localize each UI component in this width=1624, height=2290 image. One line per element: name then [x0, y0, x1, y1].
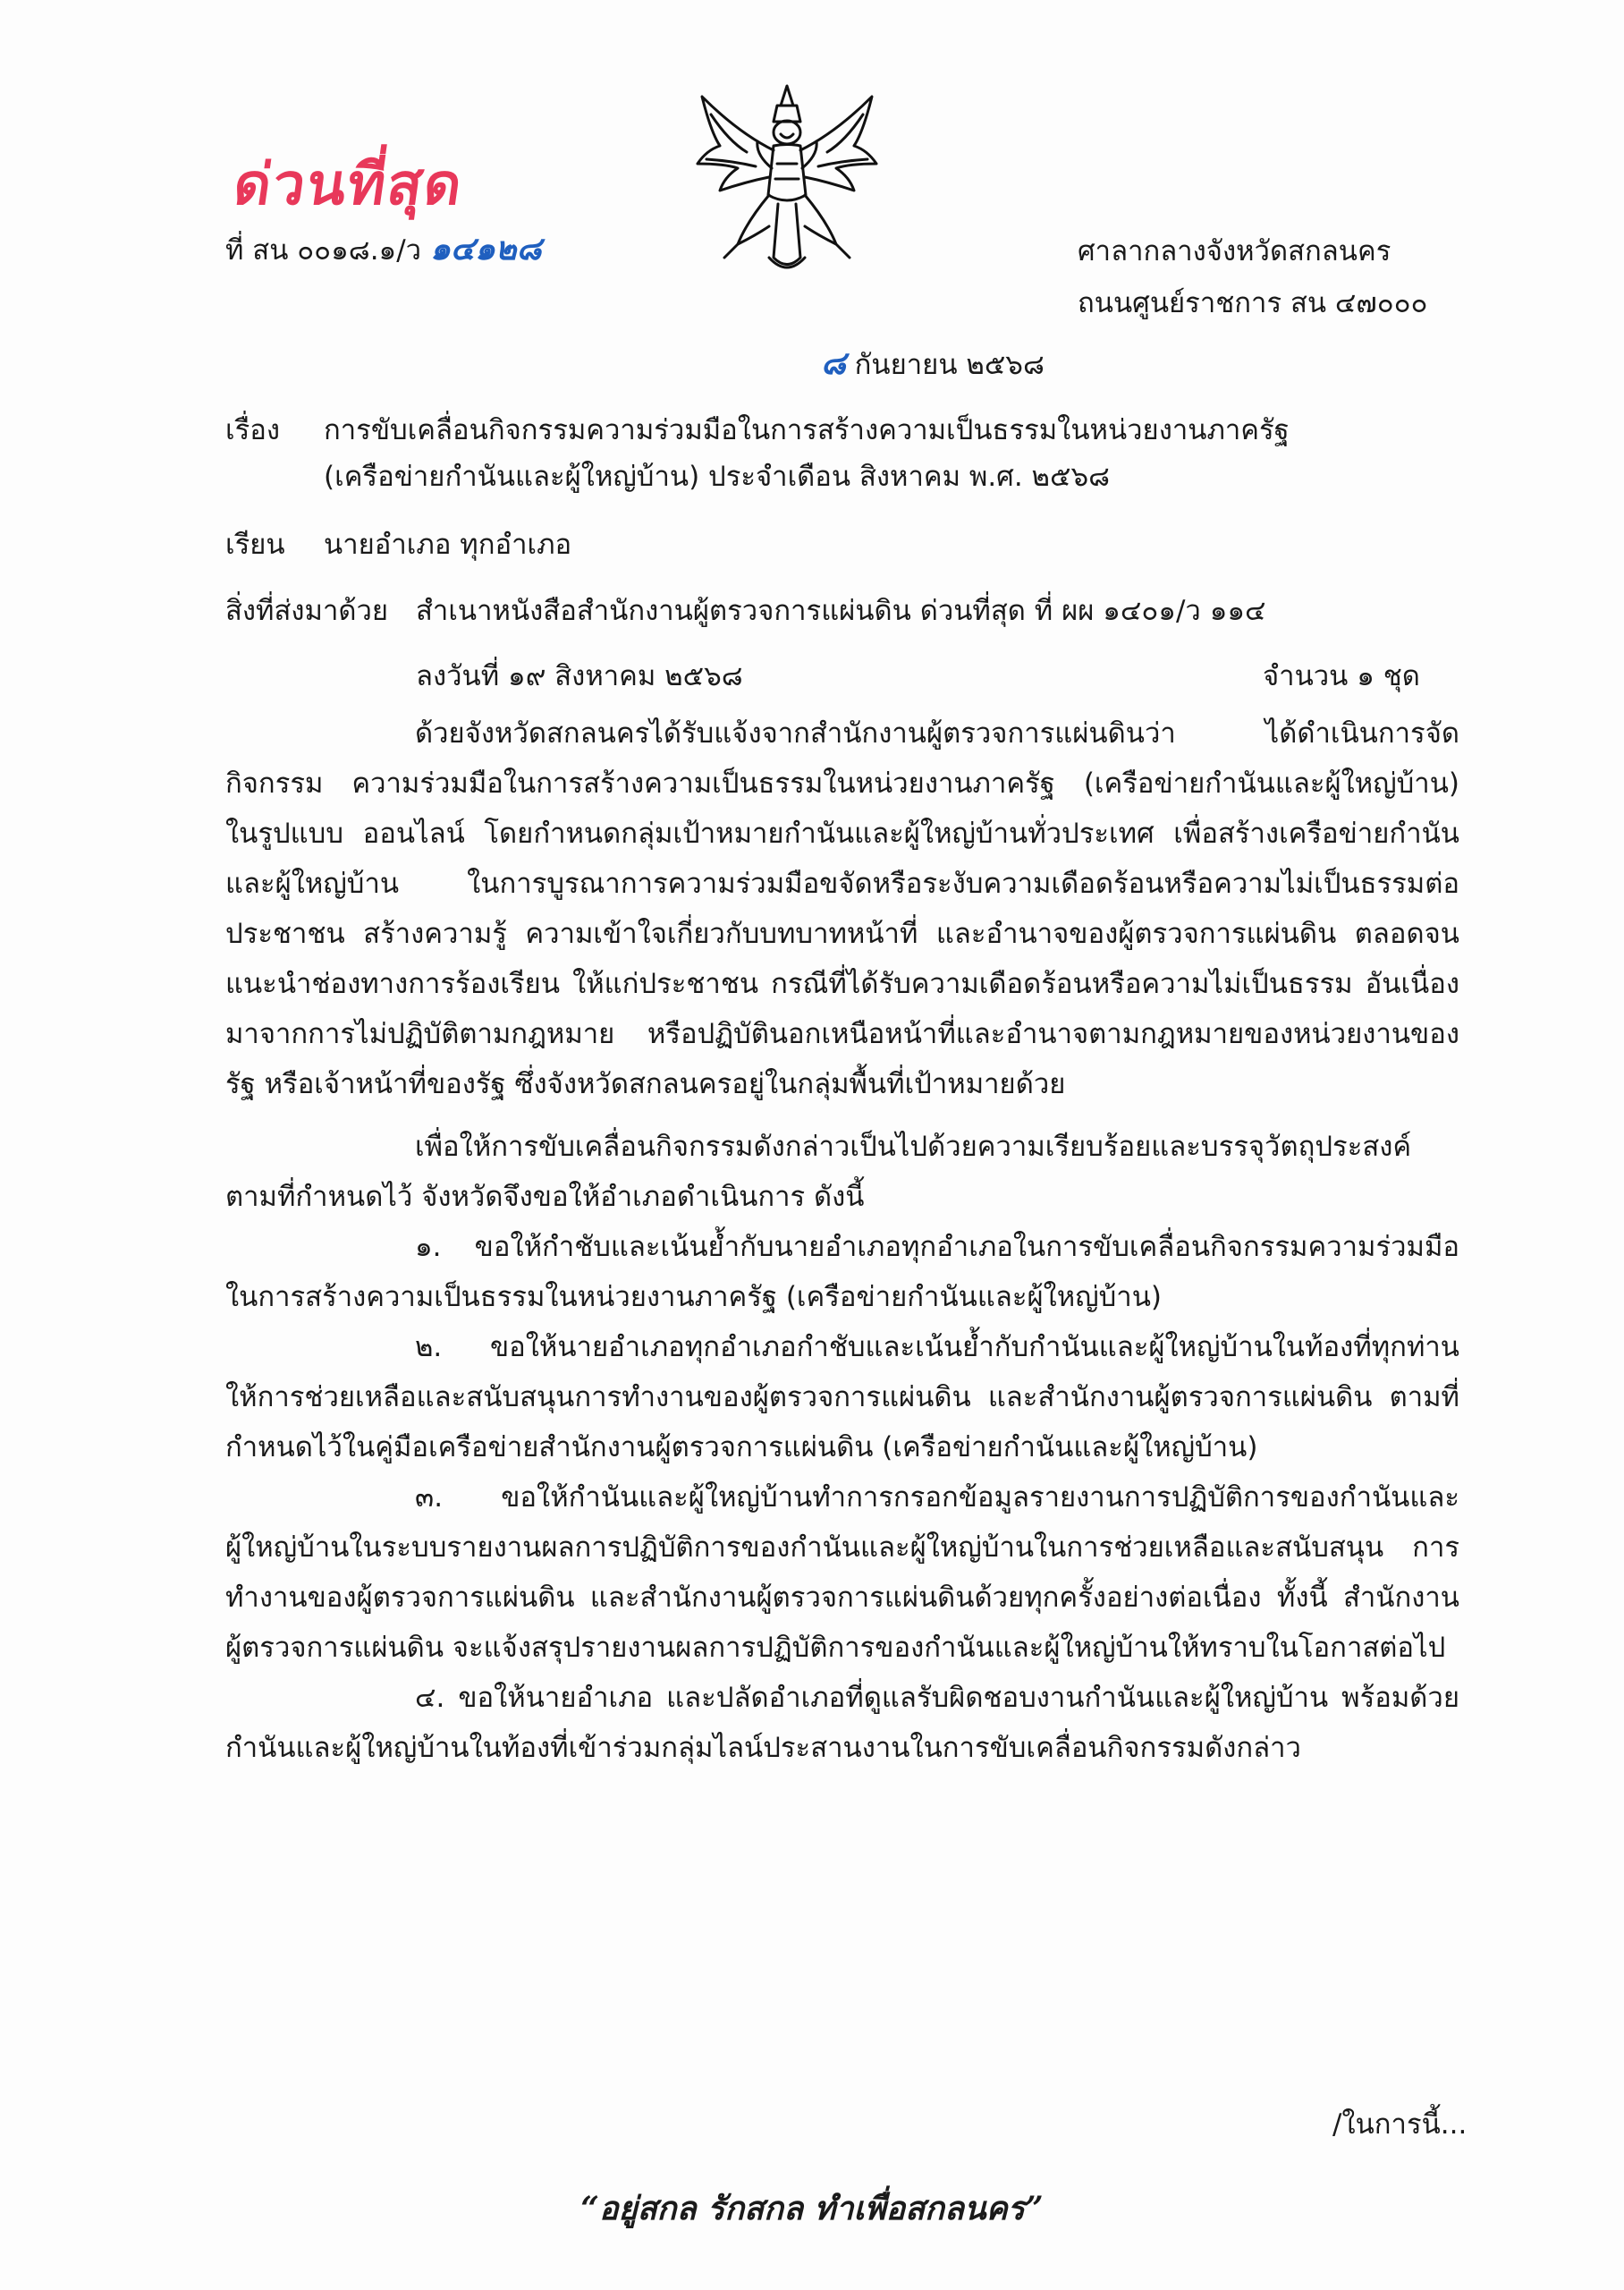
enclosure-quantity: จำนวน ๑ ชุด — [1263, 660, 1420, 692]
reference-prefix: ที่ สน ๐๐๑๘.๑/ว — [225, 234, 422, 267]
urgency-stamp: ด่วนที่สุด — [229, 151, 469, 218]
body-paragraph-1: ด้วยจังหวัดสกลนครได้รับแจ้งจากสำนักงานผู้ตรวจการแผ่นดินว่า ได้ดำเนินการจัดกิจกรรม ความร่วมมือในการสร้างความเป็นธรรมในหน่วยงานภาครัฐ (เครือข่ายกำนันและผู้ใหญ่บ้าน) ในรูปแบบ ออนไลน์ โดยกำหนดกลุ่มเป้าหมายกำนันและผู้ใหญ่บ้านทั่วประเทศ เพื่อสร้างเครือข่ายกำนันและผู้ใหญ่บ้าน ในการบูรณาการความร่วมมือขจัดหรือระงับความเดือดร้อนหรือความไม่เป็นธรรมต่อประชาชน สร้างความรู้ ความเข้าใจเกี่ยวกับบทบาทหน้าที่ และอำนาจของผู้ตรวจการแผ่นดิน ตลอดจนแนะนำช่องทางการร้องเรียน ให้แก่ประชาชน กรณีที่ได้รับความเดือดร้อนหรือความไม่เป็นธรรม อันเนื่องมาจากการไม่ปฏิบัติตามกฎหมาย หรือปฏิบัตินอกเหนือหน้าที่และอำนาจตามกฎหมายของหน่วยงานของรัฐ หรือเจ้าหน้าที่ของรัฐ ซึ่งจังหวัดสกลนครอยู่ในกลุ่มพื้นที่เป้าหมายด้วย — [225, 717, 1459, 1100]
action-item-1: ๑. ขอให้กำชับและเน้นย้ำกับนายอำเภอทุกอำเภอในการขับเคลื่อนกิจกรรมความร่วมมือ ในการสร้างความเป็นธรรมในหน่วยงานภาครัฐ (เครือข่ายกำนันและผู้ใหญ่บ้าน) — [225, 1231, 1459, 1313]
action-item-3: ๓. ขอให้กำนันและผู้ใหญ่บ้านทำการกรอกข้อมูลรายงานการปฏิบัติการของกำนันและ ผู้ใหญ่บ้านในระบบรายงานผลการปฏิบัติการของกำนันและผู้ใหญ่บ้านในการช่วยเหลือและสนับสนุน การทำงานของผู้ตรวจการแผ่นดิน และสำนักงานผู้ตรวจการแผ่นดินด้วยทุกครั้งอย่างต่อเนื่อง ทั้งนี้ สำนักงาน ผู้ตรวจการแผ่นดิน จะแจ้งสรุปรายงานผลการปฏิบัติการของกำนันและผู้ใหญ่บ้านให้ทราบในโอกาสต่อไป — [225, 1481, 1459, 1664]
footer-slogan: “อยู่สกล รักสกล ทำเพื่อสกลนคร” — [580, 2190, 1044, 2227]
addressee-value: นายอำเภอ ทุกอำเภอ — [324, 529, 572, 561]
letter-date — [821, 343, 1045, 386]
reference-handwritten-number: ๑๔๑๒๘ — [429, 230, 542, 267]
addressee-label: เรียน — [225, 529, 285, 561]
enclosure-line-1: สำเนาหนังสือสำนักงานผู้ตรวจการแผ่นดิน ด่วนที่สุด ที่ ผผ ๑๔๐๑/ว ๑๑๔ — [416, 595, 1266, 627]
office-name: ศาลากลางจังหวัดสกลนคร — [1078, 235, 1391, 267]
date-day-handwritten: ๘ — [821, 344, 846, 382]
action-item-4: ๔. ขอให้นายอำเภอ และปลัดอำเภอที่ดูแลรับผิดชอบงานกำนันและผู้ใหญ่บ้าน พร้อมด้วยกำนันและผู้ใหญ่บ้านในท้องที่เข้าร่วมกลุ่มไลน์ประสานงานในการขับเคลื่อนกิจกรรมดังกล่าว — [225, 1682, 1459, 1764]
enclosure-line-2: ลงวันที่ ๑๙ สิงหาคม ๒๕๖๘ — [416, 660, 743, 692]
subject-line-1: การขับเคลื่อนกิจกรรมความร่วมมือในการสร้างความเป็นธรรมในหน่วยงานภาครัฐ — [324, 414, 1290, 446]
subject-label: เรื่อง — [225, 414, 281, 446]
subject-line-2: (เครือข่ายกำนันและผู้ใหญ่บ้าน) ประจำเดือน สิงหาคม พ.ศ. ๒๕๖๘ — [324, 461, 1111, 493]
action-item-2: ๒. ขอให้นายอำเภอทุกอำเภอกำชับและเน้นย้ำกับกำนันและผู้ใหญ่บ้านในท้องที่ทุกท่าน ให้การช่วยเหลือและสนับสนุนการทำงานของผู้ตรวจการแผ่นดิน และสำนักงานผู้ตรวจการแผ่นดิน ตามที่กำหนดไว้ในคู่มือเครือข่ายสำนักงานผู้ตรวจการแผ่นดิน (เครือข่ายกำนันและผู้ใหญ่บ้าน) — [225, 1331, 1459, 1463]
garuda-emblem-icon — [684, 79, 890, 280]
body-paragraph-2: เพื่อให้การขับเคลื่อนกิจกรรมดังกล่าวเป็นไปด้วยความเรียบร้อยและบรรจุวัตถุประสงค์ ตามที่กำหนดไว้ จังหวัดจึงขอให้อำเภอดำเนินการ ดังนี้ — [225, 1131, 1412, 1213]
continuation-mark: /ในการนี้... — [1332, 2108, 1468, 2141]
date-month-year: กันยายน ๒๕๖๘ — [854, 349, 1045, 381]
reference-number — [225, 228, 541, 271]
office-address: ถนนศูนย์ราชการ สน ๔๗๐๐๐ — [1078, 287, 1428, 319]
enclosure-label: สิ่งที่ส่งมาด้วย — [225, 595, 389, 627]
